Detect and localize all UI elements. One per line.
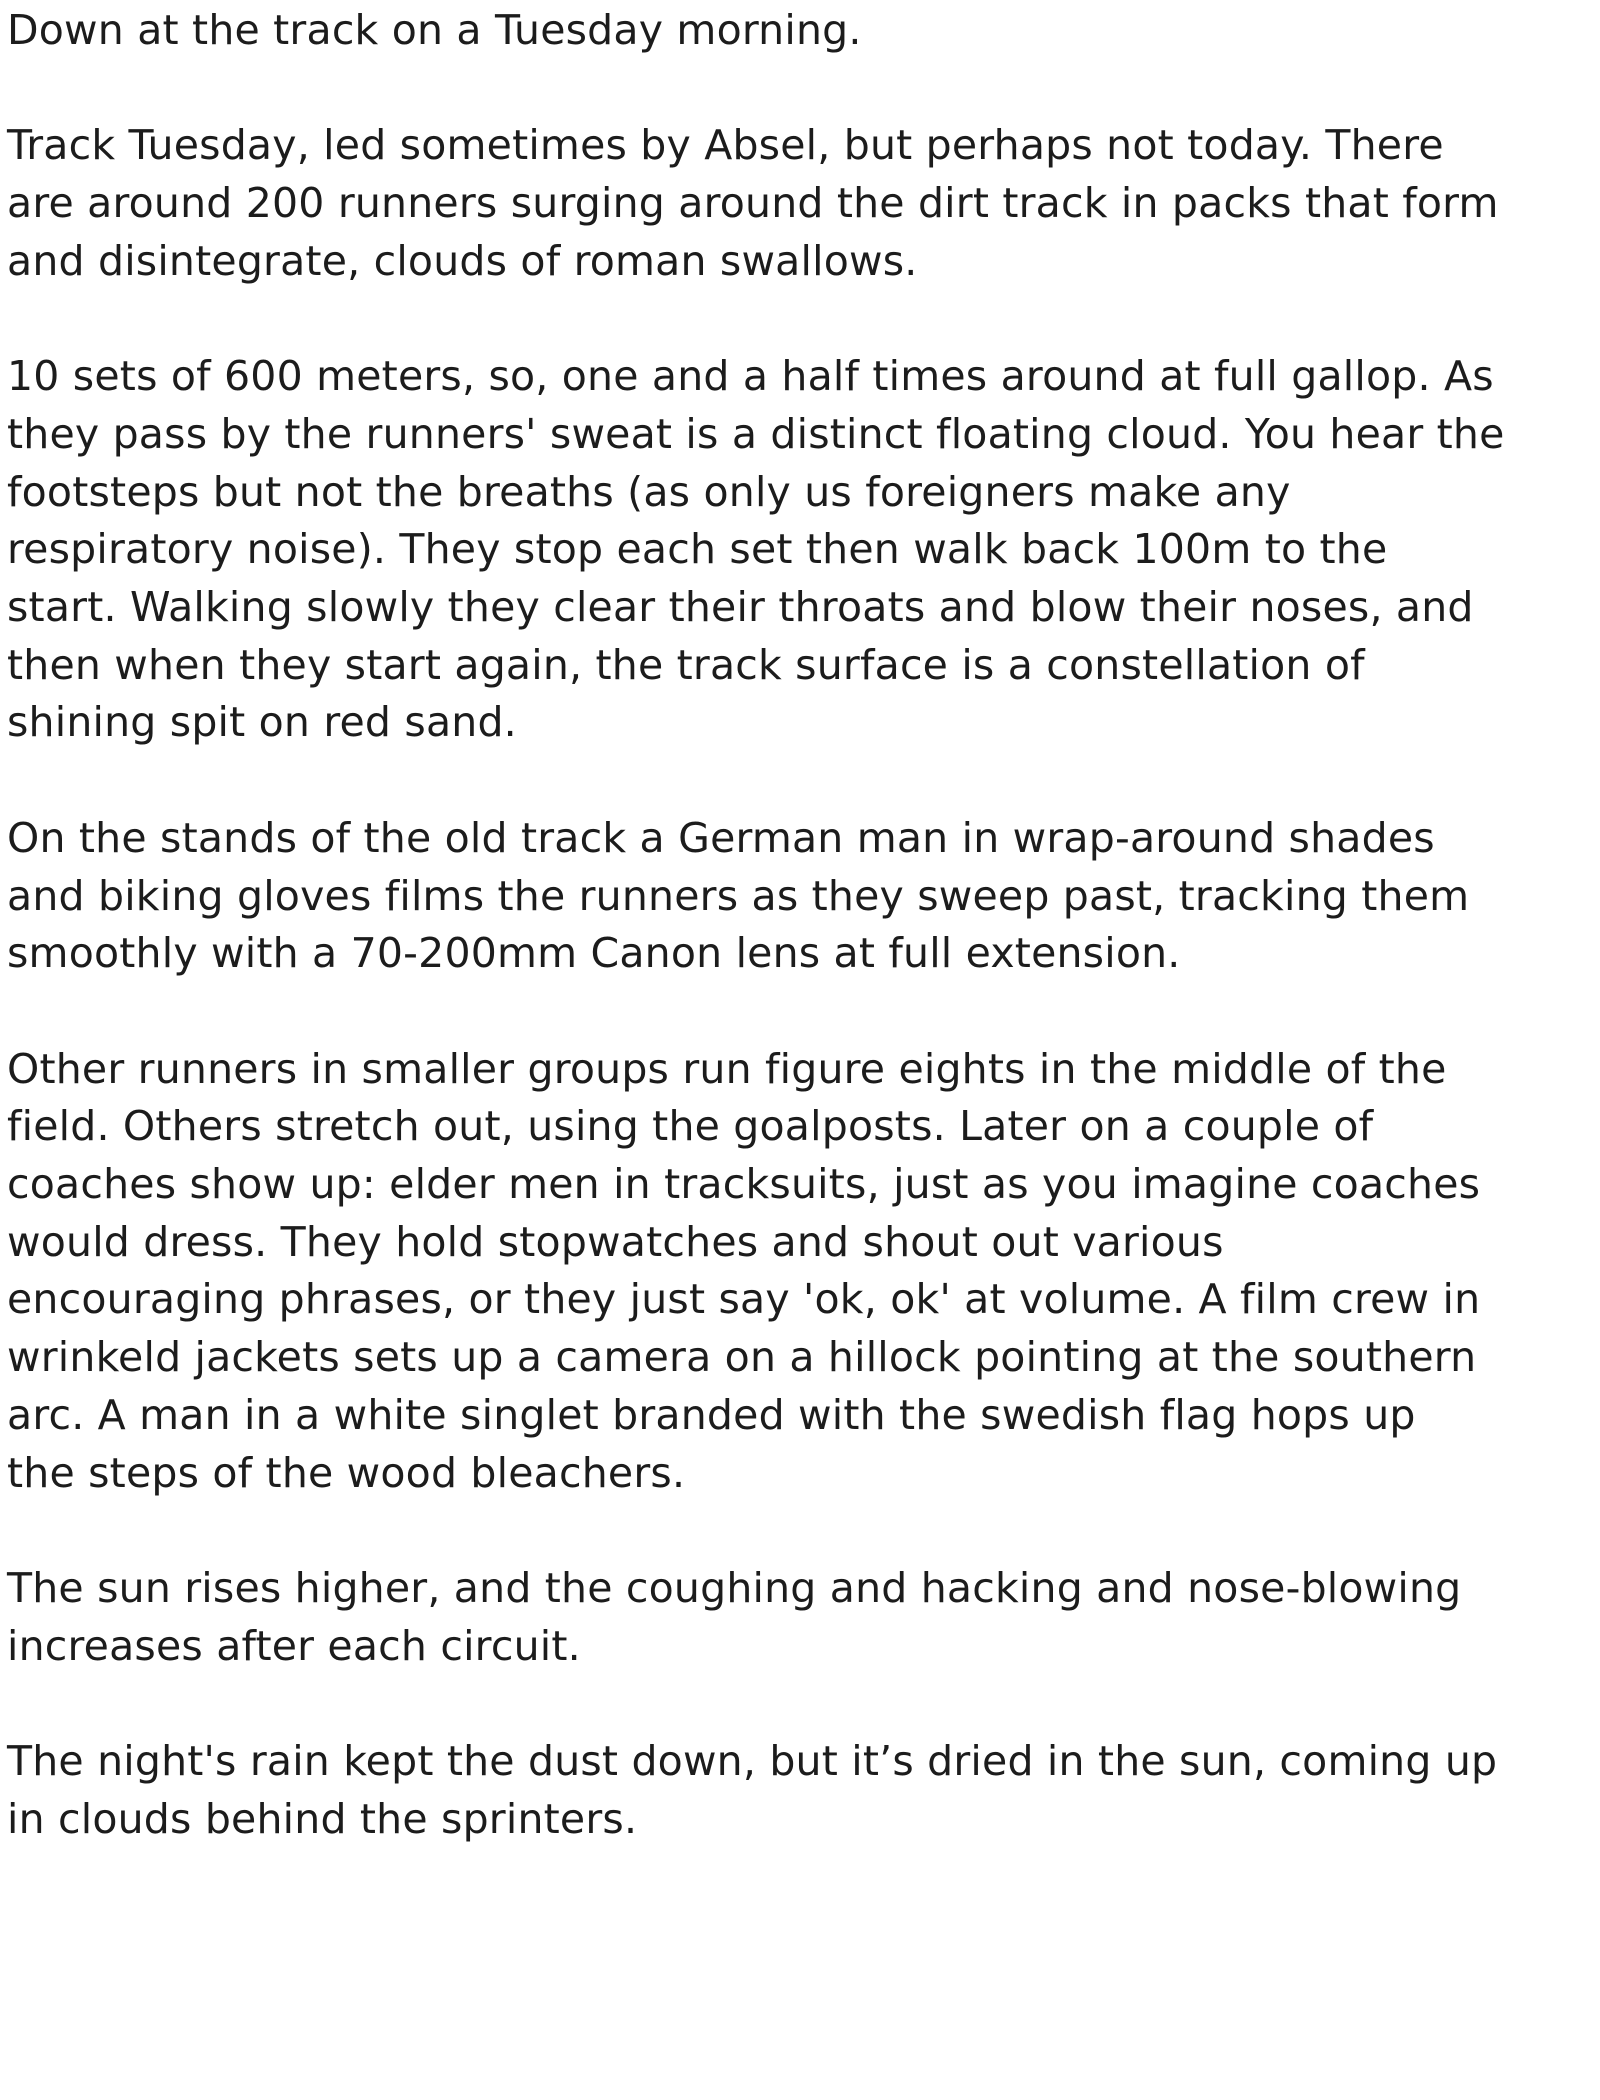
paragraph-7: [7, 1733, 1567, 1848]
text-line: are around 200 runners surging around the dirt track in packs that form: [7, 179, 1499, 228]
text-line: and disintegrate, clouds of roman swallows.: [7, 236, 918, 285]
text-line: increases after each circuit.: [7, 1621, 581, 1670]
text-line: encouraging phrases, or they just say 'ok, ok' at volume. A film crew in: [7, 1275, 1481, 1324]
text-line: footsteps but not the breaths (as only us foreigners make any: [7, 467, 1291, 516]
text-line: the steps of the wood bleachers.: [7, 1448, 686, 1497]
paragraph-5: [7, 1041, 1567, 1503]
text-line: shining spit on red sand.: [7, 698, 517, 747]
paragraph-3: [7, 348, 1567, 752]
text-line: On the stands of the old track a German man in wrap-around shades: [7, 813, 1435, 862]
paragraph-2: [7, 117, 1567, 290]
paragraph-6: [7, 1560, 1567, 1675]
document-body: [7, 2, 1567, 1906]
text-line: and biking gloves films the runners as they sweep past, tracking them: [7, 871, 1470, 920]
paragraph-4: [7, 810, 1567, 983]
text-line: coaches show up: elder men in tracksuits, just as you imagine coaches: [7, 1160, 1481, 1208]
text-line: they pass by the runners' sweat is a distinct floating cloud. You hear the: [7, 409, 1505, 458]
text-line: smoothly with a 70-200mm Canon lens at full extension.: [7, 929, 1181, 978]
paragraph-1: [7, 2, 1567, 60]
text-line: The night's rain kept the dust down, but it’s dried in the sun, coming up: [7, 1737, 1498, 1785]
text-line: wrinkeld jackets sets up a camera on a hillock pointing at the southern: [7, 1333, 1477, 1382]
text-line: in clouds behind the sprinters.: [7, 1794, 638, 1843]
text-line: arc. A man in a white singlet branded with the swedish flag hops up: [7, 1390, 1416, 1439]
text-line: The sun rises higher, and the coughing and hacking and nose-blowing: [7, 1563, 1462, 1612]
text-line: would dress. They hold stopwatches and shout out various: [7, 1217, 1224, 1266]
text-line: Down at the track on a Tuesday morning.: [7, 6, 862, 54]
text-line: Other runners in smaller groups run figure eights in the middle of the: [7, 1044, 1447, 1093]
text-line: respiratory noise). They stop each set then walk back 100m to the: [7, 525, 1388, 574]
text-line: field. Others stretch out, using the goalposts. Later on a couple of: [7, 1102, 1374, 1151]
text-line: start. Walking slowly they clear their throats and blow their noses, and: [7, 583, 1474, 631]
text-line: Track Tuesday, led sometimes by Absel, but perhaps not today. There: [7, 121, 1444, 170]
text-line: 10 sets of 600 meters, so, one and a half times around at full gallop. As: [7, 352, 1494, 401]
text-line: then when they start again, the track surface is a constellation of: [7, 640, 1365, 689]
